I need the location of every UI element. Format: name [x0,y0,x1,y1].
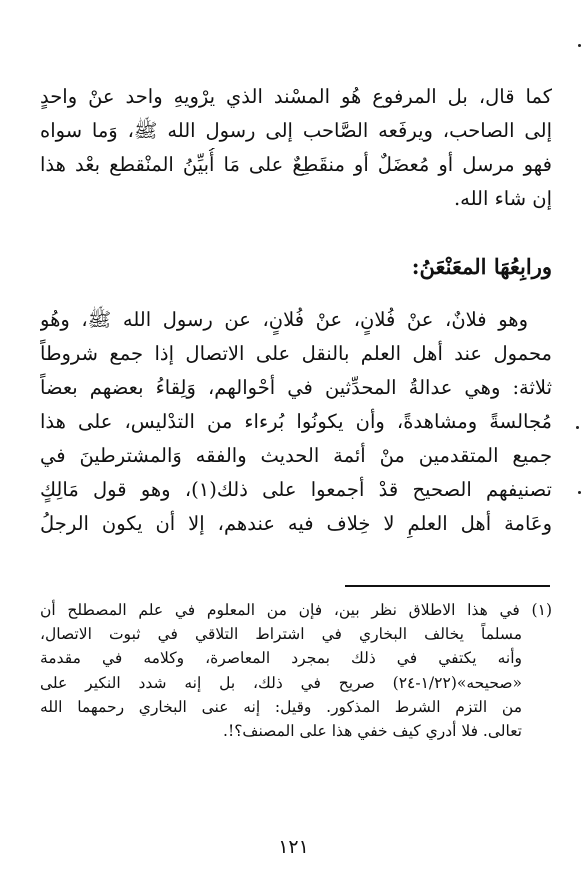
footnote [40,598,552,743]
footnote-line: من التزم الشرط المذكور. وقيل: إنه عنى البخاري رحمهما الله [40,697,522,716]
margin-dot [576,426,579,429]
text-line: مُجالسةً ومشاهدةً، وأن يكونُوا بُرءاء من التدْليس، على هذا [40,410,552,433]
text-line: فهو مرسل أو مُعضَلٌ أو منقَطِعٌ على مَا أُبيِّنُ المنْقطع بعْد هذا [40,153,552,176]
footnote-line: تعالى. فلا أدري كيف خفي هذا على المصنف؟!. [223,721,522,740]
text-line: كما قال، بل المرفوع هُو المسْند الذي يرْويهِ واحد عنْ واحدٍ [40,85,552,108]
text-line: جميع المتقدمين منْ أئمة الحديث والفقه وَالمشترطينَ في [40,444,552,467]
footnote-line: وأنه يكتفي في ذلك بمجرد المعاصرة، وكلامه في مقدمة [40,649,522,668]
paragraph-2 [40,303,552,541]
text-line: ثلاثة: وهي عدالةُ المحدِّثين في أحْوالهم، وَلِقاءُ بعضهم بعضاً [40,376,552,399]
section-heading: ورابِعُهَا المعَنْعَنُ: [411,254,552,279]
footnote-line: «صحيحه»(١/٢٢-٢٤) صريح في ذلك، بل إنه شدد النكير على [40,673,522,692]
text-line: تصنيفهم الصحيح قدْ أجمعوا على ذلك(١)، وهو قول مَالِكٍ [40,478,552,501]
text-line: إن شاء الله. [453,187,552,210]
text-line: إلى الصاحب، ويرفَعه الصَّاحب إلى رسول الله ﷺ، وَما سواه [40,119,552,142]
margin-dot [578,491,581,494]
footnote-line: (١) في هذا الاطلاق نظر بين، فإن من المعلوم في علم المصطلح أن [40,601,552,619]
text-line: محمول عند أهل العلم بالنقل على الاتصال إذا جمع شروطاً [40,342,552,365]
text-line: وهو فلانٌ، عنْ فُلانٍ، عنْ فُلانٍ، عن رسول الله ﷺ، وهُو [40,308,528,331]
page-number: ١٢١ [278,836,309,858]
text-line: وعَامة أهل العلمِ لا خِلاف فيه عندهم، إلا أن يكون الرجلُ [40,512,552,535]
footnote-line: مسلماً يخالف البخاري في اشتراط التلاقي في ثبوت الاتصال، [40,625,522,644]
margin-dot [578,44,581,47]
paragraph-1 [40,80,552,216]
footnote-divider [345,585,550,587]
